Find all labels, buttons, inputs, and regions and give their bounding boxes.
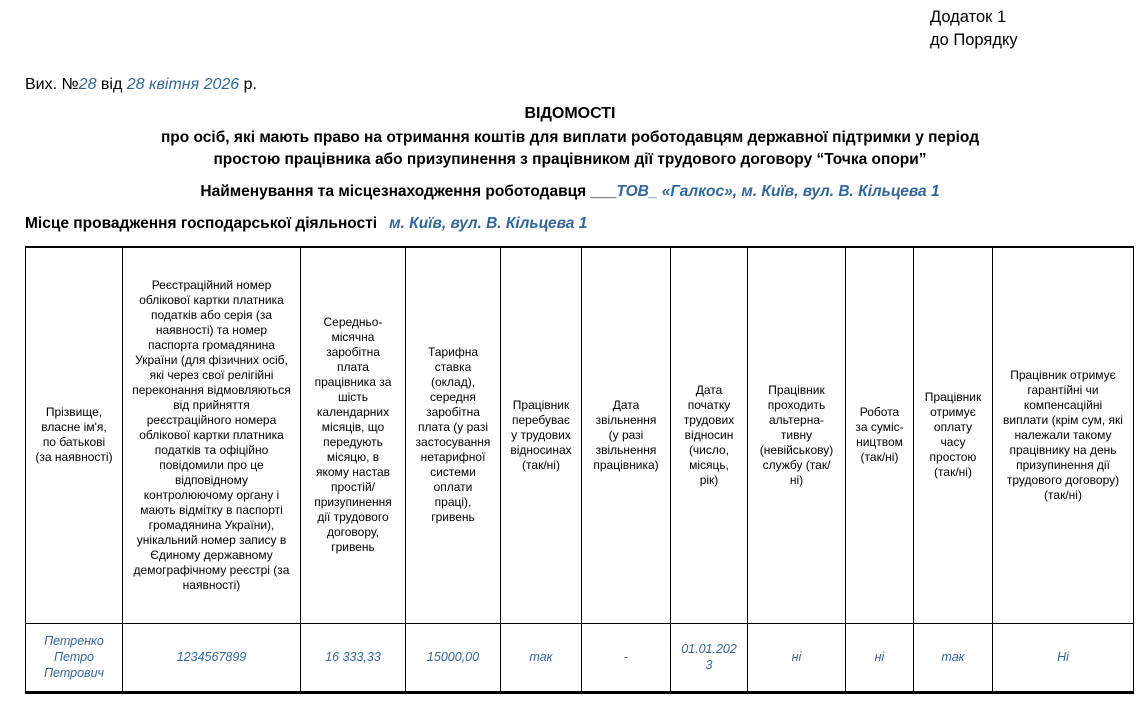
header-avg-monthly-salary: Середньо-місячна заробітна плата працівника за шість календарних місяців, що передують місяцю, в якому настав простій/ призупинення дії трудового договору, гривень: [301, 247, 406, 623]
cell-employment-start-date: 01.01.2023: [671, 623, 748, 692]
cell-dismissal-date: -: [582, 623, 671, 692]
annex-line-2: до Порядку: [930, 31, 1018, 49]
cell-guarantee-payments: Ні: [993, 623, 1134, 692]
ref-mid: від: [96, 76, 127, 93]
ref-suffix: р.: [239, 76, 257, 93]
header-tax-number: Реєстраційний номер облікової картки платника податків або серія (за наявності) та номер паспорта громадянина України (для фізичних осіб, які через свої релігійні переконання відмовляються від прийняття реєстраційного номера облікової картки платника податків та офіційно повідомили про це відповідному контролюючому органу і мають відмітку в паспорті громадянина України), унікальний номер запису в Єдиному державному демографічному реєстрі (за наявності): [123, 247, 301, 623]
header-alternative-service: Працівник проходить альтернативну (невійськову) службу (так/ні): [748, 247, 846, 623]
employer-value: ТОВ_ «Галкос», м. Київ, вул. В. Кільцева 1: [616, 183, 940, 200]
header-employment-status: Працівник перебуває у трудових відносинах (так/ні): [501, 247, 582, 623]
cell-alternative-service: ні: [748, 623, 846, 692]
cell-downtime-pay: так: [914, 623, 993, 692]
annex-line-1: Додаток 1: [930, 8, 1007, 26]
document-title: ВІДОМОСТІ: [524, 105, 616, 122]
vidomosti-table: [25, 246, 1134, 694]
title-subtitle-line-1: про осіб, які мають право на отримання коштів для виплати роботодавцям державної підтримки у період: [160, 129, 980, 146]
ref-prefix: Вих. №: [25, 76, 79, 93]
cell-full-name: Петренко Петро Петрович: [26, 623, 123, 692]
title-subtitle-line-2: простою працівника або призупинення з працівником дії трудового договору “Точка опори”: [213, 151, 927, 168]
ref-number: 28: [78, 76, 97, 93]
header-guarantee-payments: Працівник отримує гарантійні чи компенсаційні виплати (крім сум, які належали такому працівнику на день призупинення дії трудового договору) (так/ні): [993, 247, 1134, 623]
business-place-line: [25, 215, 587, 233]
cell-part-time-work: ні: [846, 623, 914, 692]
header-dismissal-date: Дата звільнення (у разі звільнення працівника): [582, 247, 671, 623]
cell-employment-status: так: [501, 623, 582, 692]
header-downtime-pay: Працівник отримує оплату часу простою (так/ні): [914, 247, 993, 623]
header-employment-start-date: Дата початку трудових відносин (число, місяць, рік): [671, 247, 748, 623]
employer-underscores: ___: [590, 183, 617, 200]
employer-label: Найменування та місцезнаходження роботодавця: [200, 183, 591, 200]
cell-tax-number: 1234567899: [123, 623, 301, 692]
employee-data-row: [26, 623, 1134, 692]
business-place-value: м. Київ, вул. В. Кільцева 1: [389, 215, 588, 232]
header-part-time-work: Робота за сумісництвом (так/ні): [846, 247, 914, 623]
cell-avg-monthly-salary: 16 333,33: [301, 623, 406, 692]
header-tariff-rate: Тарифна ставка (оклад), середня заробітна плата (у разі застосування нетарифної системи оплати праці), гривень: [406, 247, 501, 623]
cell-tariff-rate: 15000,00: [406, 623, 501, 692]
business-place-label: Місце провадження господарської діяльності: [25, 215, 378, 232]
header-full-name: Прізвище, власне ім'я, по батькові (за наявності): [26, 247, 123, 623]
ref-date: 28 квітня 2026: [126, 76, 240, 93]
annex-note: [930, 6, 1018, 52]
outgoing-ref-line: [25, 76, 257, 94]
table-header-row: [26, 247, 1134, 623]
employer-line: [0, 183, 1140, 201]
